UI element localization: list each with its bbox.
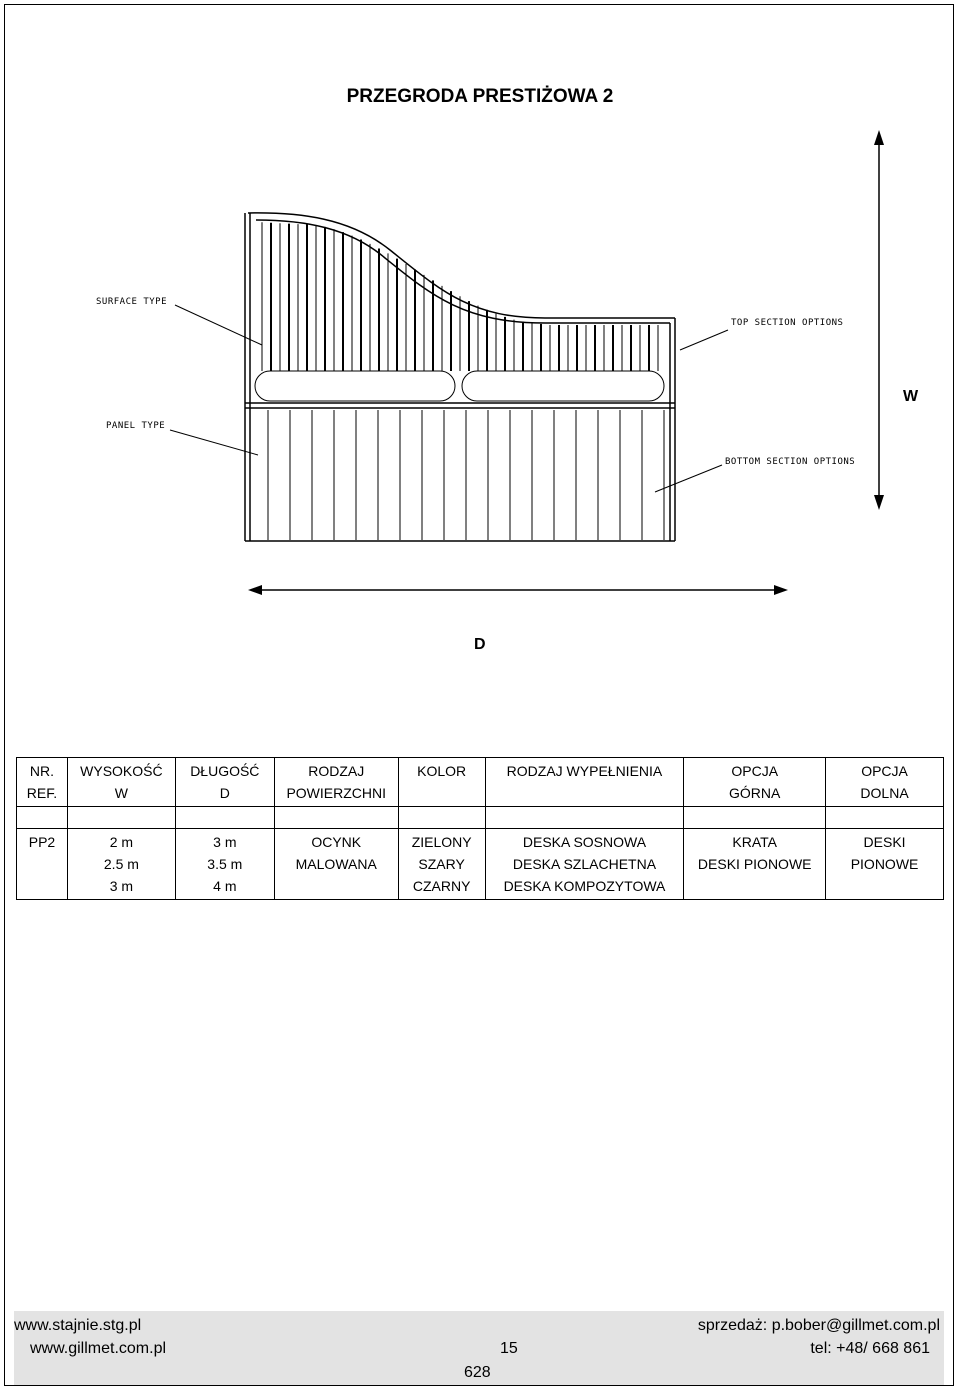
value-cell-3 [274, 829, 398, 900]
cell-line: POWIERZCHNI [286, 785, 386, 801]
cell-line: OPCJA [861, 763, 908, 779]
cell-line: REF. [26, 785, 58, 801]
cell-line: GÓRNA [729, 785, 781, 801]
value-cell-1 [67, 829, 175, 900]
cell-line: DOLNA [860, 785, 909, 801]
header-cell-0 [17, 758, 68, 807]
cell-line: D [219, 785, 230, 801]
bottom-section-callout: BOTTOM SECTION OPTIONS [725, 457, 856, 467]
cell-line: DESKI PIONOWE [697, 856, 812, 872]
header-cell-1 [67, 758, 175, 807]
panel-type-callout: PANEL TYPE [106, 421, 166, 431]
header-cell-5 [485, 758, 684, 807]
cell-line: 3 m [109, 878, 134, 894]
value-cell-4 [398, 829, 485, 900]
table-spacer-row [17, 807, 944, 829]
phone-number: tel: +48/ 668 861 [810, 1340, 930, 1357]
height-dimension-arrow [874, 130, 884, 510]
cell-line: ZIELONY [411, 834, 472, 850]
table-row [17, 829, 944, 900]
cell-line: OCYNK [311, 834, 362, 850]
website-stajnie: www.stajnie.stg.pl [14, 1317, 142, 1334]
surface-type-callout: SURFACE TYPE [96, 297, 168, 307]
sales-email: sprzedaż: p.bober@gillmet.com.pl [697, 1317, 940, 1334]
value-cell-2 [175, 829, 274, 900]
header-cell-6 [684, 758, 826, 807]
website-gillmet: www.gillmet.com.pl [30, 1340, 167, 1357]
cell-line: DESKA KOMPOZYTOWA [503, 878, 666, 894]
header-cell-2 [175, 758, 274, 807]
cell-line: SZARY [418, 856, 465, 872]
cell-line: RODZAJ [308, 763, 365, 779]
length-dimension-arrow [248, 585, 788, 595]
page-number: 15 [500, 1340, 518, 1357]
length-label: D [474, 636, 486, 653]
cell-line: DESKA SZLACHETNA [512, 856, 657, 872]
page-title: PRZEGRODA PRESTIŻOWA 2 [346, 86, 614, 107]
phone-number-cont: 628 [464, 1364, 491, 1381]
cell-line: 4 m [213, 878, 237, 894]
value-cell-5 [485, 829, 684, 900]
value-cell-6 [684, 829, 826, 900]
cell-line: WYSOKOŚĆ [80, 763, 163, 779]
cell-line: DESKA SOSNOWA [522, 834, 647, 850]
table-header-row [17, 758, 944, 807]
rail-ovals [255, 371, 664, 401]
footer-bar [14, 1311, 944, 1385]
cell-line: PIONOWE [850, 856, 919, 872]
cell-line: CZARNY [412, 878, 471, 894]
cell-line: KOLOR [417, 763, 467, 779]
cell-line: KRATA [732, 834, 778, 850]
cell-line: RODZAJ WYPEŁNIENIA [506, 763, 663, 779]
cell-line: OPCJA [731, 763, 779, 779]
cell-line: NR. [29, 763, 55, 779]
cell-line: 3 m [213, 834, 237, 850]
header-cell-3 [274, 758, 398, 807]
cell-line: W [114, 785, 128, 801]
cell-line: 2 m [109, 834, 134, 850]
cell-line: DŁUGOŚĆ [190, 763, 260, 779]
cell-line: 3.5 m [207, 856, 243, 872]
value-cell-7 [826, 829, 944, 900]
spec-table [16, 757, 944, 900]
top-section-callout: TOP SECTION OPTIONS [731, 318, 844, 328]
header-cell-7 [826, 758, 944, 807]
height-label: W [903, 388, 919, 405]
header-cell-4 [398, 758, 485, 807]
cell-line: 2.5 m [103, 856, 139, 872]
cell-line: PP2 [28, 834, 56, 850]
cell-line: DESKI [863, 834, 906, 850]
cell-line: MALOWANA [295, 856, 377, 872]
value-cell-0 [17, 829, 68, 900]
